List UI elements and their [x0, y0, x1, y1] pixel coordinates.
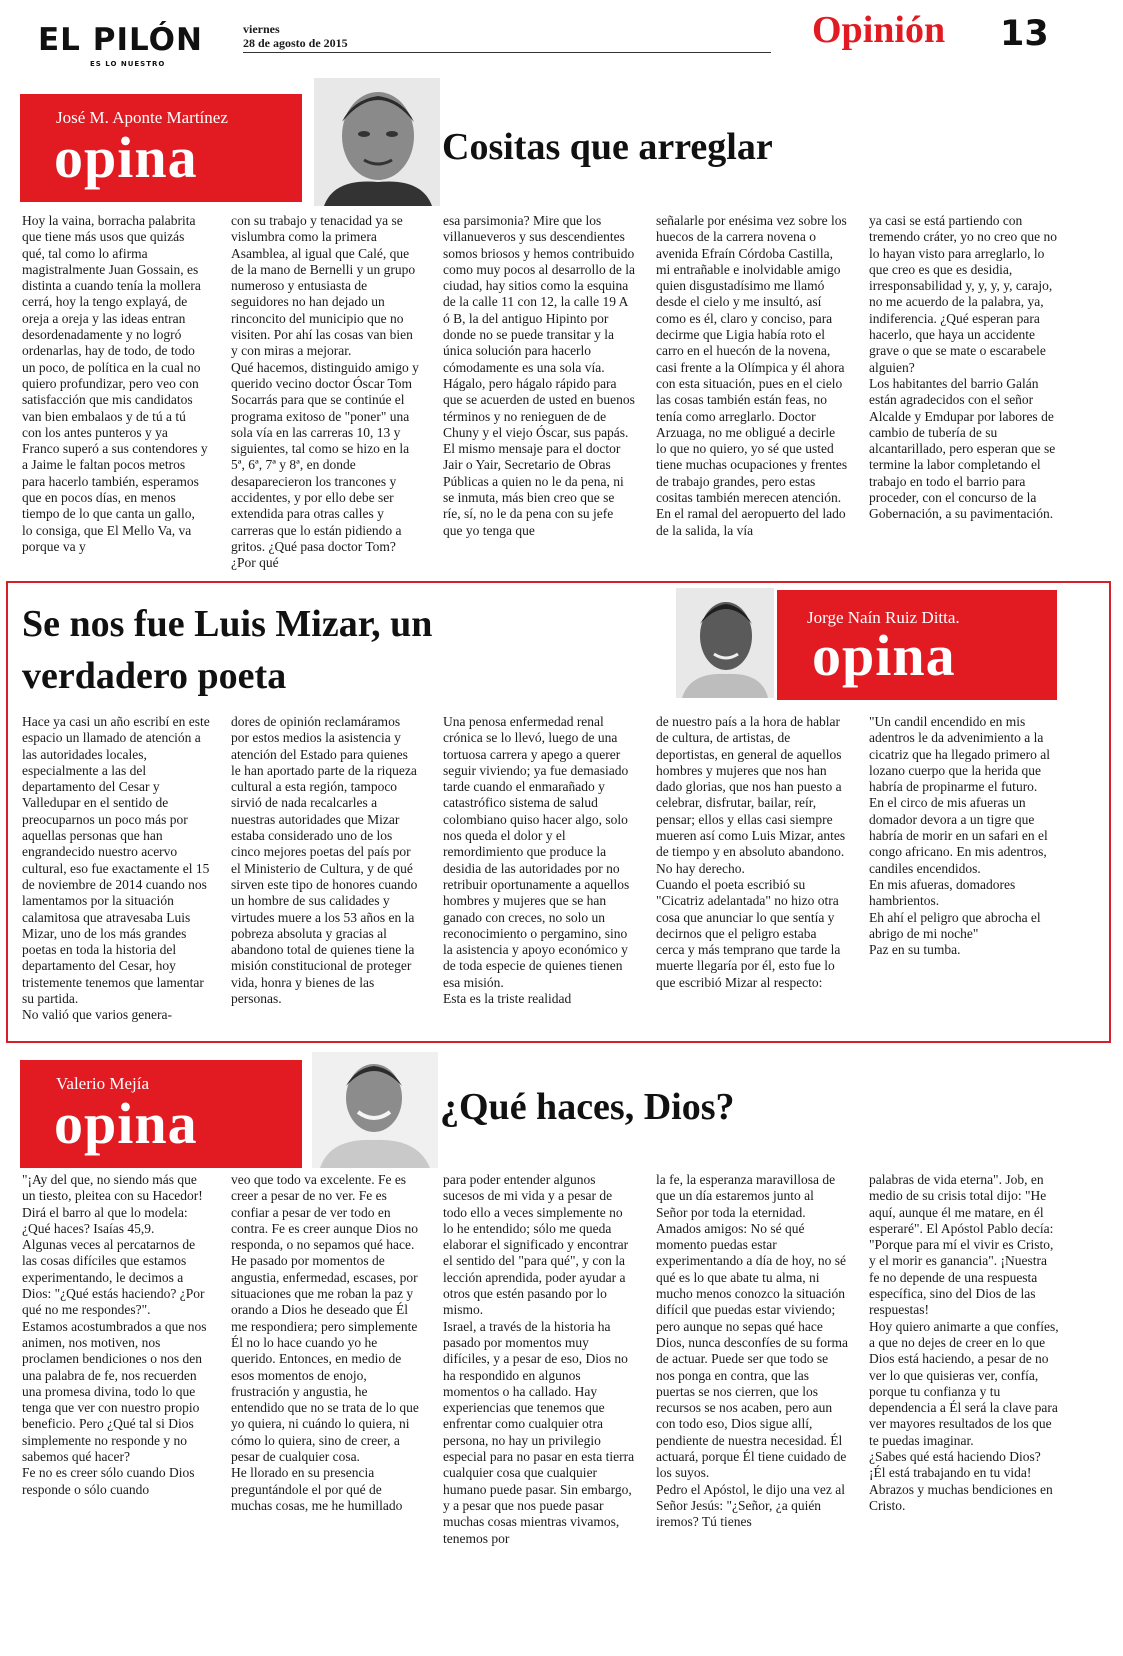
article-column-1: Hoy la vaina, borracha palabrita que tiene más usos que quizás qué, tal como lo afirma magistralmente Juan Gossain, es distinta a cuando tenía la mollera cerrá, hoy la tengo explayá, de oreja a oreja y las ideas entran desordenadamente y no logró ordenarlas, hay de todo, de todo un poco, de política en la cual no quiero profundizar, pero veo con satisfacción que mis candidatos van bien embalaos y de tú a tú con los antes punteros y ya Franco superó a sus contendores y a Jaime le faltan pocos metros para hacerlo también, esperamos que en pocos días, en menos tiempo de lo que canta un gallo, lo consiga, que El Mello Va, va porque va y [22, 213, 208, 554]
author-photo-aponte [314, 78, 440, 206]
article-column-1: "¡Ay del que, no siendo más que un tiesto, pleitea con su Hacedor! Dirá el barro al que lo modela: ¿Qué haces? Isaías 45,9. Algunas veces al percatarnos de las cosas difíciles que estamos experimentando, le decimos a Dios: "¿Qué estás haciendo? ¿Por qué no me respondes?". Estamos acostumbrados a que nos animen, nos motiven, nos proclamen bendiciones o nos den una palabra de fe, nos recuerden una promesa divina, todo lo que tenga que ver con nuestro propio beneficio. Pero ¿Qué tal si Dios simplemente no responde y no sabemos qué hacer? Fe no es creer sólo cuando Dios responde o sólo cuando [22, 1172, 207, 1497]
opina-label: opina [812, 623, 956, 688]
issue-full-date: 28 de agosto de 2015 [243, 36, 348, 50]
section-title: Opinión [812, 9, 946, 51]
article-column-5: "Un candil encendido en mis adentros le da advenimiento a la cicatriz que ha llegado primero al lozano cuerpo que la herida que habría de propinarme el futuro. En el circo de mis afueras un domador devora a un tigre que habría de morir en un safari en el congo africano. En mis adentros, candiles encendidos. En mis afueras, domadores hambrientos. Eh ahí el peligro que abrocha el abrigo de mi noche" Paz en su tumba. [869, 714, 1051, 958]
page-number: 13 [1000, 14, 1049, 54]
article-column-3: Una penosa enfermedad renal crónica se lo llevó, luego de una tortuosa carrera y apego a querer seguir viviendo; ya fue demasiado tarde cuando el enmarañado y catastrófico sistema de salud colombiano quiso hacer algo, solo nos queda el dolor y el remordimiento que produce la desidia de las autoridades por no retribuir oportunamente a aquellos hombres y mujeres que se han ganado con creces, no solo un reconocimiento o pergamino, sino la asistencia y apoyo económico y de toda especie de quienes tienen esa misión. Esta es la triste realidad [443, 714, 630, 1007]
headline-line-2: verdadero poeta [22, 655, 287, 697]
author-badge-ruiz [777, 590, 1057, 700]
issue-day: viernes [243, 22, 280, 36]
author-photo-ruiz [676, 588, 774, 698]
article-column-2: con su trabajo y tenacidad ya se vislumbra como la primera Asamblea, al igual que Calé, que de la mano de Bernelli y un grupo numeroso y entusiasta de seguidores no han dejado un rinconcito del municipio que no visiten. Por ahí las cosas van bien y con miras a mejorar. Qué hacemos, distinguido amigo y querido vecino doctor Óscar Tom Socarrás para que se continúe el programa exitoso de "poner" una sola vía en las carreras 10, 13 y siguientes, tal como se hizo en la 5ª, 6ª, 7ª y 8ª, en donde desaparecieron los trancones y accidentes, y por ello debe ser extendida para otras calles y carreras que lo están pidiendo a gritos. ¿Qué pasa doctor Tom? ¿Por qué [231, 213, 419, 571]
author-name: Valerio Mejía [56, 1074, 149, 1093]
newspaper-tagline: ES LO NUESTRO [90, 60, 166, 68]
article-column-3: esa parsimonia? Mire que los villanueveros y sus descendientes somos briosos y hemos contribuido como muy pocos al desarrollo de la ciudad, hay sitios como la esquina de la calle 11 con 12, la calle 19 A ó B, la del antiguo Hipinto por donde no se puede transitar y la única solución para hacerlo cómodamente es una sola vía. Hágalo, pero hágalo rápido para que se acuerden de usted en buenos términos y no renieguen de de Chuny y el viejo Óscar, sus papás. El mismo mensaje para el doctor Jair o Yair, Secretario de Obras Públicas a quien no le da pena, ni se inmuta, más bien creo que se ríe, sí, no le da pena con su jefe que yo tenga que [443, 213, 635, 538]
article-column-5: palabras de vida eterna". Job, en medio de su crisis total dijo: "He aquí, aunque él me matare, en él esperaré". El Apóstol Pablo decía: "Porque para mí el vivir es Cristo, y el morir es ganancia". ¡Nuestra fe no depende de una respuesta específica, sino del Dios de las respuestas! Hoy quiero animarte a que confíes, a que no dejes de creer en lo que Dios está haciendo, a pesar de no ver lo que quisieras ver, confía, porque tu confianza y tu dependencia a Él será la clave para ver mayores resultados de los que te puedas imaginar. ¿Sabes qué está haciendo Dios? ¡Él está trabajando en tu vida! Abrazos y muchas bendiciones en Cristo. [869, 1172, 1059, 1513]
article-column-3: para poder entender algunos sucesos de mi vida y a pesar de todo ello a veces simplemente no lo he entendido; sólo me queda elaborar el significado y encontrar el sentido del "para qué", y con la lección aprendida, poder ayudar a otros que estén pasando por lo mismo. Israel, a través de la historia ha pasado por momentos muy difíciles, y a pesar de eso, Dios no ha respondido en algunos momentos o ha callado. Hay experiencias que tenemos que enfrentar como cualquier otra persona, no hay un privilegio especial para no pasar en esta tierra cualquier cosa que cualquier humano puede pasar. Sin embargo, y a pesar que nos puede pasar muchas cosas mientras vivamos, tenemos por [443, 1172, 635, 1546]
author-name: Jorge Naín Ruiz Ditta. [807, 608, 960, 627]
opina-label: opina [54, 1091, 198, 1156]
newspaper-logo: EL PILÓN [38, 22, 203, 58]
article-column-1: Hace ya casi un año escribí en este espacio un llamado de atención a las autoridades locales, especialmente a las del departamento del Cesar y Valledupar en el sentido de preocuparnos un poco más por aquellas personas que han engrandecido nuestro acervo cultural, eso fue exactamente el 15 de noviembre de 2014 cuando nos lamentamos por la situación calamitosa que atravesaba Luis Mizar, uno de los más grandes poetas en toda la historia del departamento del Cesar, hoy tristemente tenemos que lamentar su partida. No valió que varios genera- [22, 714, 210, 1023]
article-headline [22, 598, 662, 702]
opina-label: opina [54, 125, 198, 190]
author-name: José M. Aponte Martínez [56, 108, 228, 127]
article-headline: ¿Qué haces, Dios? [440, 1086, 735, 1128]
article-column-4: la fe, la esperanza maravillosa de que un día estaremos junto al Señor por toda la eternidad. Amados amigos: No sé qué momento puedas estar experimentando a día de hoy, no sé qué es lo que abate tu alma, ni mucho menos conozco la situación difícil que puedas estar viviendo; pero aunque no sepas qué hace Dios, nunca desconfíes de su forma de actuar. Puede ser que todo se nos ponga en contra, que las puertas se nos cierren, que los recursos se nos acaben, pero aun con todo eso, Dios sigue allí, pendiente de nuestra necesidad. Él actuará, porque Él tiene cuidado de los suyos. Pedro el Apóstol, le dijo una vez al Señor Jesús: "¿Señor, ¿a quién iremos? Tú tienes [656, 1172, 848, 1530]
author-badge-mejia [20, 1060, 302, 1168]
article-column-5: ya casi se está partiendo con tremendo cráter, yo no creo que no lo hayan visto para arreglarlo, lo que creo es que es desidia, irresponsabilidad y, y, y, y, carajo, no me acuerdo de la palabra, ya, indiferencia. ¿Qué esperan para hacerlo, que haya un accidente grave o que se mate o escarabele alguien? Los habitantes del barrio Galán están agradecidos con el señor Alcalde y Emdupar por labores de cambio de tubería de su alcantarillado, pero esperan que se termine la labor completando el trabajo en todo el barrio para proceder, con el concurso de la Gobernación, a su pavimentación. [869, 213, 1058, 522]
author-photo-mejia [312, 1052, 438, 1168]
article-column-2: veo que todo va excelente. Fe es creer a pesar de no ver. Fe es confiar a pesar de ver todo en contra. Fe es creer aunque Dios no responda, o no sepamos qué hace. He pasado por momentos de angustia, enfermedad, escases, por situaciones que me roban la paz y orando a Dios he deseado que Él me respondiera; pero simplemente Él no lo hace cuando yo he querido. Entonces, en medio de esos momentos de enojo, frustración y angustia, he entendido que no se trata de lo que yo quiera, ni cuándo lo quiera, ni cómo lo quiera, sino de creer, a pesar de cualquier cosa. He llorado en su presencia preguntándole el por qué de muchas cosas, me he humillado [231, 1172, 419, 1513]
masthead-rule [243, 52, 771, 53]
article-column-4: señalarle por enésima vez sobre los huecos de la carrera novena o avenida Efraín Córdoba Castilla, mi entrañable e inolvidable amigo quien disgustadísimo me llamó desde el cielo y me insultó, así como es él, claro y conciso, para decirme que Ligia había roto el carro en el huecón de la novena, casi frente a la Olímpica y él ahora con esta situación, pues en el cielo las cosas también están feas, no tenía como arreglarlo. Doctor Arzuaga, no me obligué a decirle lo que no quiero, yo sé que usted tiene muchas ocupaciones y frentes de trabajo grandes, pero estas cositas también merecen atención. En el ramal del aeropuerto del lado de la salida, la vía [656, 213, 848, 538]
article-headline: Cositas que arreglar [442, 126, 773, 168]
author-badge-aponte [20, 94, 302, 202]
headline-line-1: Se nos fue Luis Mizar, un [22, 603, 433, 645]
issue-date [243, 22, 348, 50]
article-column-4: de nuestro país a la hora de hablar de cultura, de artistas, de deportistas, en general de aquellos hombres y mujeres que nos han dado glorias, que nos han puesto a celebrar, disfrutar, bailar, reír, pensar; ellos y ellas casi siempre mueren así como Luis Mizar, antes de tiempo y en absoluto abandono. No hay derecho. Cuando el poeta escribió su "Cicatriz adelantada" no hizo otra cosa que anunciar lo que sentía y decirnos que el peligro estaba cerca y más temprano que tarde la muerte llegaría por él, esto fue lo que escribió Mizar al respecto: [656, 714, 846, 990]
article-column-2: dores de opinión reclamáramos por estos medios la asistencia y atención del Estado para quienes le han aportado parte de la riqueza cultural a esta región, tampoco sirvió de nada recalcarles a nuestras autoridades que Mizar estaba considerado uno de los cinco mejores poetas del país por el Ministerio de Cultura, y de qué sirven este tipo de honores cuando un hombre de sus calidades y virtudes muere a los 53 años en la pobreza absoluta y gracias al abandono total de quienes tiene la misión constitucional de proteger vida, honra y bienes de las personas. [231, 714, 418, 1007]
